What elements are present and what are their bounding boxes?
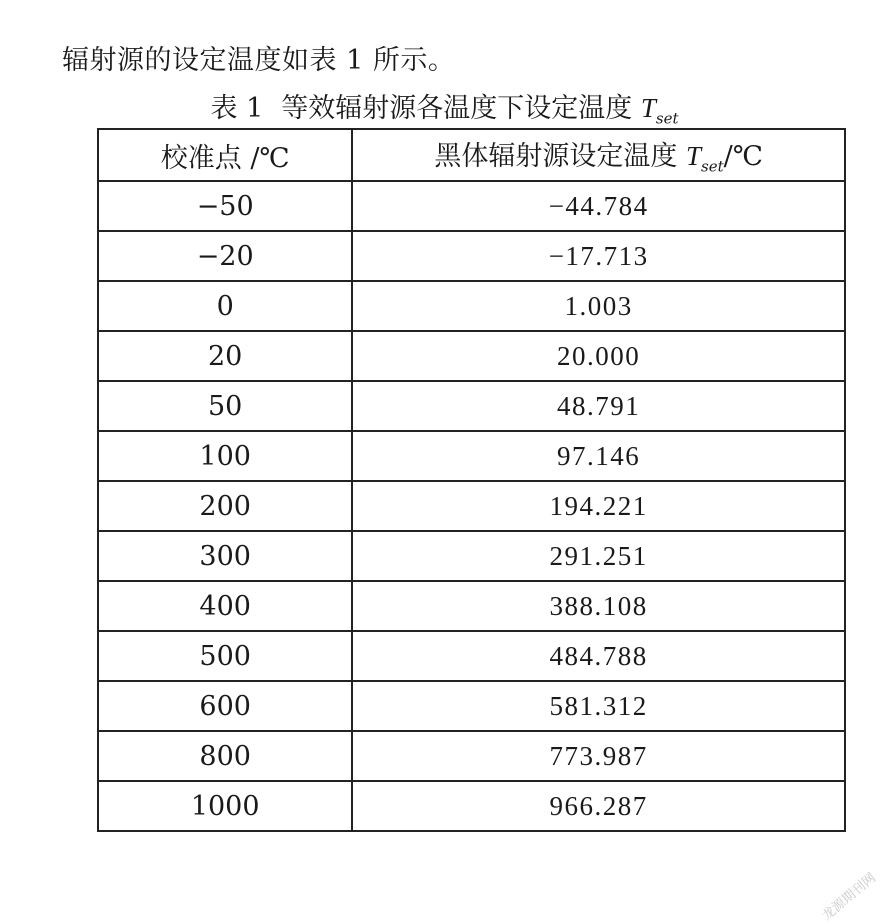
set-temperature-cell: −17.713 — [352, 231, 845, 281]
table-row — [98, 531, 845, 581]
header-unit: /℃ — [723, 141, 763, 173]
intro-text: 辐射源的设定温度如表 1 所示。 — [62, 45, 456, 76]
table-number: 表 1 — [210, 93, 264, 124]
table-row — [98, 381, 845, 431]
table-row — [98, 781, 845, 831]
set-temperature-cell: 773.987 — [352, 731, 845, 781]
calibration-point-cell: 500 — [98, 631, 352, 681]
table-row — [98, 631, 845, 681]
table-row — [98, 231, 845, 281]
table-row — [98, 681, 845, 731]
set-temperature-cell: 966.287 — [352, 781, 845, 831]
caption-symbol: T — [640, 93, 656, 123]
header-calibration-point: 校准点 /℃ — [98, 129, 352, 181]
table-row — [98, 431, 845, 481]
calibration-point-cell: 100 — [98, 431, 352, 481]
caption-subscript: set — [655, 109, 679, 128]
set-temperature-cell: 20.000 — [352, 331, 845, 381]
calibration-point-cell: 600 — [98, 681, 352, 731]
calibration-point-cell: 0 — [98, 281, 352, 331]
table-row — [98, 581, 845, 631]
calibration-point-cell: 20 — [98, 331, 352, 381]
set-temperature-cell: 1.003 — [352, 281, 845, 331]
calibration-point-cell: −20 — [98, 231, 352, 281]
table-row — [98, 481, 845, 531]
watermark: 龙源期刊网 — [819, 870, 879, 924]
set-temperature-cell: 581.312 — [352, 681, 845, 731]
calibration-point-cell: 800 — [98, 731, 352, 781]
table-row — [98, 281, 845, 331]
table-caption — [0, 86, 889, 127]
calibration-point-cell: 200 — [98, 481, 352, 531]
header-set-temperature-label: 黑体辐射源设定温度 — [434, 141, 678, 173]
set-temperature-cell: 194.221 — [352, 481, 845, 531]
table-row — [98, 731, 845, 781]
calibration-point-cell: 50 — [98, 381, 352, 431]
calibration-point-cell: 300 — [98, 531, 352, 581]
set-temperature-cell: 97.146 — [352, 431, 845, 481]
table-row — [98, 331, 845, 381]
calibration-point-cell: −50 — [98, 181, 352, 231]
calibration-point-cell: 1000 — [98, 781, 352, 831]
header-subscript: set — [701, 157, 724, 176]
header-set-temperature — [352, 129, 845, 181]
set-temperature-cell: 484.788 — [352, 631, 845, 681]
table-header-row — [98, 129, 845, 181]
calibration-point-cell: 400 — [98, 581, 352, 631]
header-symbol: T — [686, 141, 702, 172]
set-temperature-cell: −44.784 — [352, 181, 845, 231]
caption-text: 等效辐射源各温度下设定温度 — [281, 93, 633, 124]
set-temperature-cell: 388.108 — [352, 581, 845, 631]
set-temperature-cell: 291.251 — [352, 531, 845, 581]
calibration-table — [97, 128, 846, 832]
set-temperature-cell: 48.791 — [352, 381, 845, 431]
table-row — [98, 181, 845, 231]
